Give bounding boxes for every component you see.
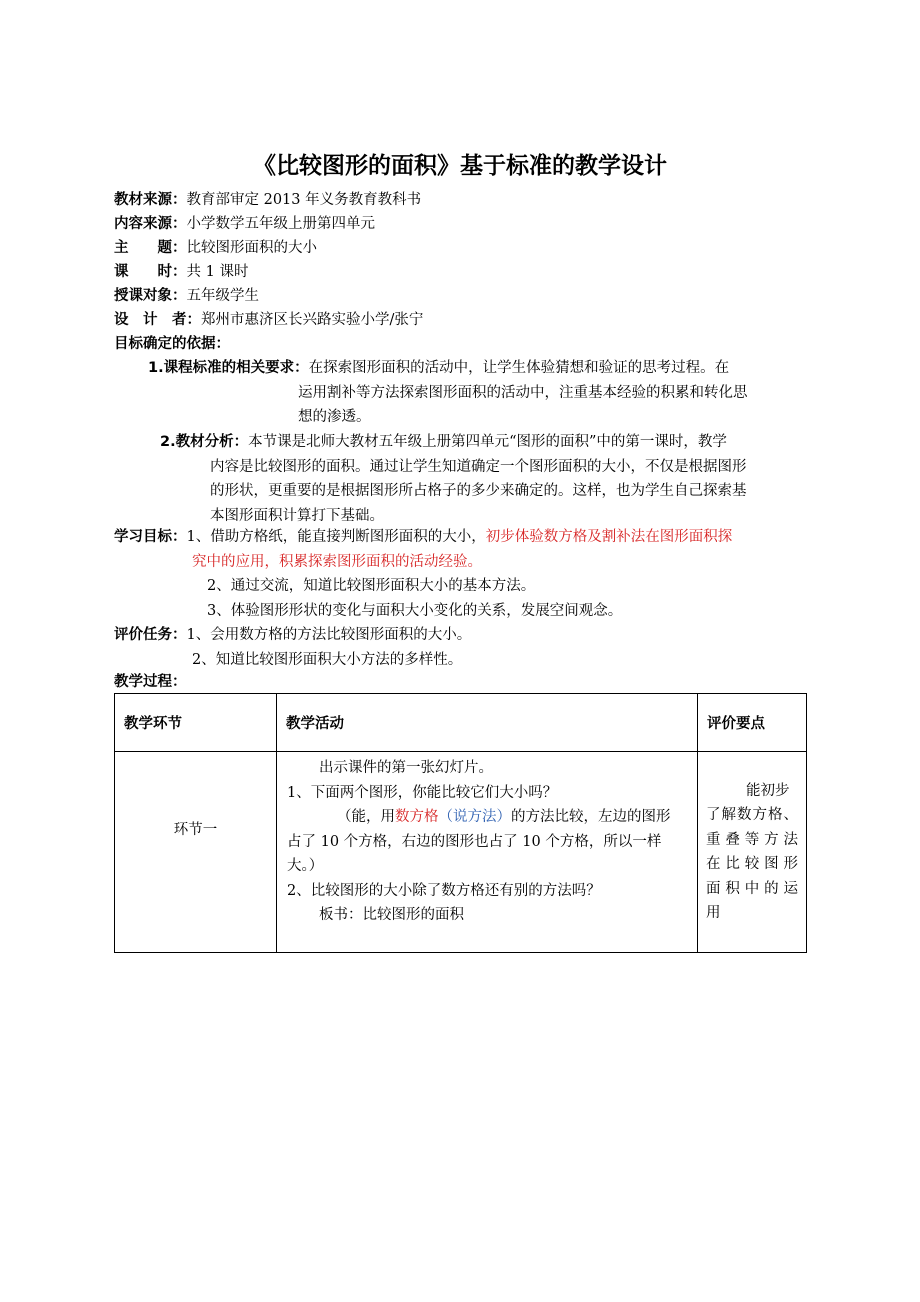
header-stage: 教学环节	[115, 694, 277, 752]
meta-designer: 设 计 者：郑州市惠济区长兴路实验小学/张宁	[114, 312, 424, 328]
meta-source: 教材来源：教育部审定 2013 年义务教育教科书	[114, 192, 422, 208]
meta-content: 内容来源：小学数学五年级上册第四单元	[114, 216, 375, 232]
process-table	[114, 693, 807, 953]
table-header-row	[115, 694, 807, 752]
meta-audience: 授课对象：五年级学生	[114, 288, 259, 304]
page-title: 《比较图形的面积》基于标准的教学设计	[253, 153, 667, 179]
table-row	[115, 752, 807, 953]
stage-cell: 环节一	[115, 752, 277, 953]
standard-requirements: 1.课程标准的相关要求：在探索图形面积的活动中，让学生体验猜想和验证的思考过程。在 运用割补等方法探索图形面积的活动中，注重基本经验的积累和转化思 想的渗透。	[148, 360, 748, 425]
learning-goals: 学习目标：1、借助方格纸，能直接判断图形面积的大小，初步体验数方格及割补法在图形面积探 究中的应用，积累探索图形面积的活动经验。 2、通过交流，知道比较图形面积大小的基本方法。 3、体验图形形状的变化与面积大小变化的关系，发展空间观念。	[114, 529, 733, 619]
meta-periods: 课 时：共 1 课时	[114, 264, 249, 280]
process-heading: 教学过程：	[114, 674, 187, 690]
header-activity: 教学活动	[277, 694, 698, 752]
eval-cell: 能初步 了解数方格、 重叠等方法 在比较图形 面积中的运 用	[698, 752, 807, 953]
meta-topic: 主 题：比较图形面积的大小	[114, 240, 317, 256]
activity-cell: 出示课件的第一张幻灯片。 1、下面两个图形，你能比较它们大小吗？ （能，用数方格（说方法）的方法比较，左边的图形 占了 10 个方格，右边的图形也占了 10 个方格，所以一样 大。） 2、比较图形的大小除了数方格还有别的方法吗？ 板书：比较图形的面积	[277, 752, 698, 953]
basis-heading: 目标确定的依据：	[114, 336, 230, 352]
evaluation-tasks: 评价任务：1、会用数方格的方法比较图形面积的大小。 2、知道比较图形面积大小方法的多样性。	[114, 627, 472, 668]
header-eval: 评价要点	[698, 694, 807, 752]
textbook-analysis: 2.教材分析：本节课是北师大教材五年级上册第四单元“图形的面积”中的第一课时，教学 内容是比较图形的面积。通过让学生知道确定一个图形面积的大小，不仅是根据图形 的形状，更重要的是根据图形所占格子的多少来确定的。这样，也为学生自己探索基 本图形面积计算打下基础。	[160, 434, 747, 524]
